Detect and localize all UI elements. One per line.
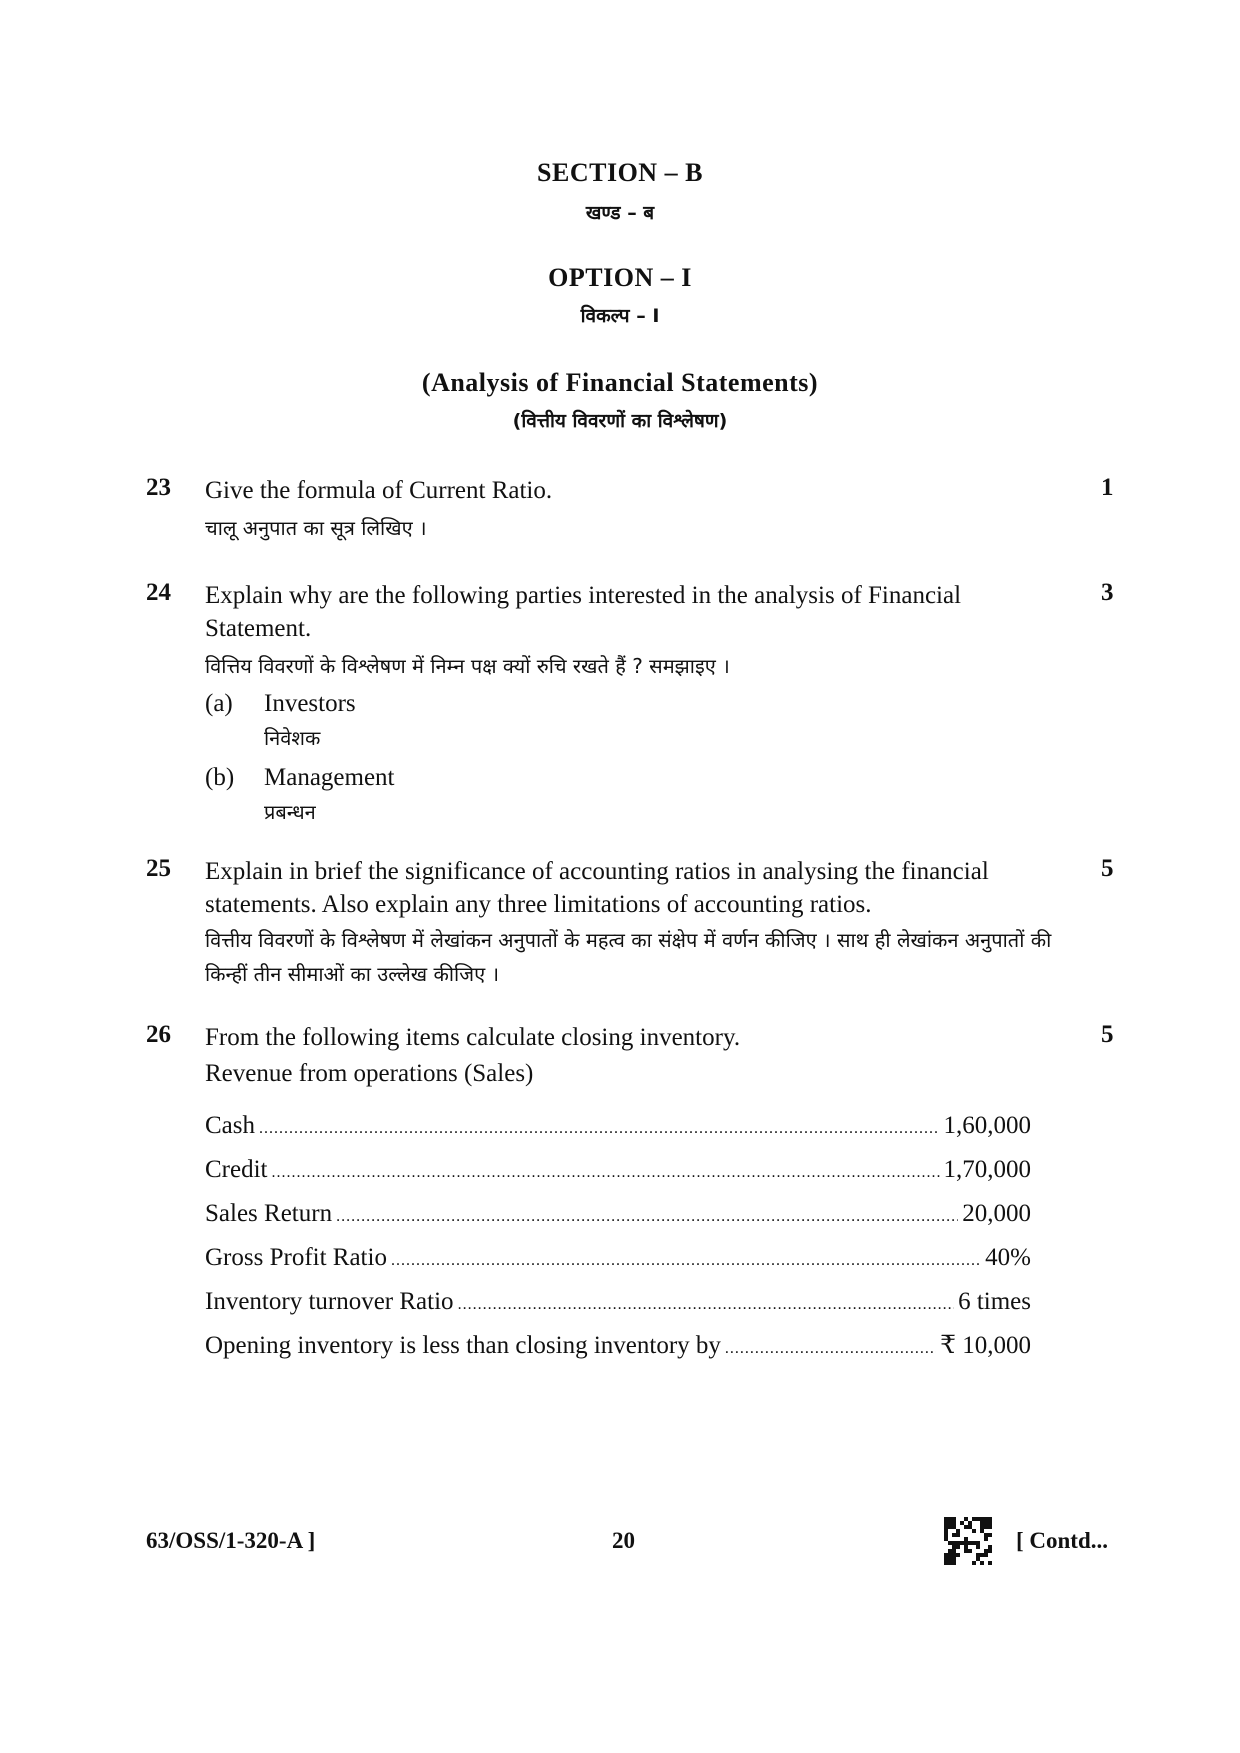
leader-dots — [725, 1327, 936, 1371]
ledger-label: Inventory turnover Ratio — [205, 1288, 454, 1315]
question-body — [205, 579, 1065, 835]
question-parts — [205, 687, 1065, 829]
question-number: 23 — [146, 474, 171, 501]
section-title-hindi: खण्ड – ब — [585, 202, 655, 224]
ledger-value: 6 times — [958, 1288, 1031, 1315]
ledger-label: Gross Profit Ratio — [205, 1244, 387, 1271]
leader-dots — [336, 1195, 958, 1239]
option-title-hindi: विकल्प – I — [580, 305, 660, 327]
leader-dots — [391, 1239, 981, 1283]
topic-title: (Analysis of Financial Statements) — [421, 368, 819, 397]
question-text-english: Explain in brief the significance of accounting ratios in analysing the financial statements. Also explain any three limitations of accounting ratios. — [205, 858, 989, 918]
ledger-row — [205, 1192, 1031, 1236]
leader-dots — [458, 1283, 955, 1327]
ledger-label: Opening inventory is less than closing inventory by — [205, 1332, 721, 1359]
question-text-english: Explain why are the following parties interested in the analysis of Financial Statement. — [205, 582, 962, 642]
ledger-label: Cash — [205, 1112, 255, 1139]
ledger-row — [205, 1104, 1031, 1148]
ledger-row — [205, 1324, 1031, 1368]
qr-code-icon — [944, 1517, 992, 1565]
question-text-english: Give the formula of Current Ratio. — [205, 477, 553, 504]
ledger-row — [205, 1280, 1031, 1324]
topic-title-hindi: (वित्तीय विवरणों का विश्लेषण) — [512, 410, 728, 432]
ledger-label: Sales Return — [205, 1200, 333, 1227]
page-number: 20 — [612, 1528, 635, 1553]
ledger-row — [205, 1236, 1031, 1280]
question-text-hindi: वित्तीय विवरणों के विश्लेषण में लेखांकन अनुपातों के महत्व का संक्षेप में वर्णन कीजिए । साथ ही लेखांकन अनुपातों की किन्हीं तीन सीमाओं का उल्लेख कीजिए । — [205, 928, 1052, 986]
question-marks: 1 — [1101, 474, 1114, 501]
part-a — [205, 687, 1065, 721]
ledger-value: 1,60,000 — [943, 1112, 1031, 1139]
ledger-value: ₹ 10,000 — [940, 1332, 1031, 1359]
part-text-hindi: प्रबन्धन — [264, 800, 316, 824]
option-title: OPTION – I — [548, 263, 692, 292]
question-marks: 5 — [1101, 1021, 1114, 1048]
question-body — [205, 474, 1065, 545]
question-subheading: Revenue from operations (Sales) — [205, 1060, 534, 1087]
question-number: 25 — [146, 855, 171, 882]
part-text-english: Investors — [264, 690, 356, 717]
part-text-english: Management — [264, 764, 395, 791]
question-body — [205, 1021, 1065, 1368]
question-body — [205, 855, 1065, 991]
paper-code: 63/OSS/1-320-A ] — [146, 1528, 316, 1553]
part-letter: (a) — [205, 690, 233, 717]
question-number: 26 — [146, 1021, 171, 1048]
ledger-list — [205, 1104, 1065, 1368]
question-marks: 5 — [1101, 855, 1114, 882]
question-text-english: From the following items calculate closing inventory. — [205, 1024, 741, 1051]
part-text-hindi: निवेशक — [264, 726, 321, 750]
question-text-hindi: वित्तिय विवरणों के विश्लेषण में निम्न पक्ष क्यों रुचि रखते हैं ? समझाइए । — [205, 654, 730, 678]
ledger-value: 20,000 — [962, 1200, 1031, 1227]
part-b — [205, 761, 1065, 795]
question-number: 24 — [146, 579, 171, 606]
question-text-hindi: चालू अनुपात का सूत्र लिखिए । — [205, 516, 427, 540]
continued-label: [ Contd... — [1016, 1528, 1109, 1553]
leader-dots — [272, 1151, 940, 1195]
ledger-row — [205, 1148, 1031, 1192]
question-marks: 3 — [1101, 579, 1114, 606]
ledger-label: Credit — [205, 1156, 268, 1183]
section-title: SECTION – B — [537, 158, 703, 187]
ledger-value: 40% — [985, 1244, 1031, 1271]
part-letter: (b) — [205, 764, 235, 791]
ledger-value: 1,70,000 — [943, 1156, 1031, 1183]
leader-dots — [259, 1107, 940, 1151]
